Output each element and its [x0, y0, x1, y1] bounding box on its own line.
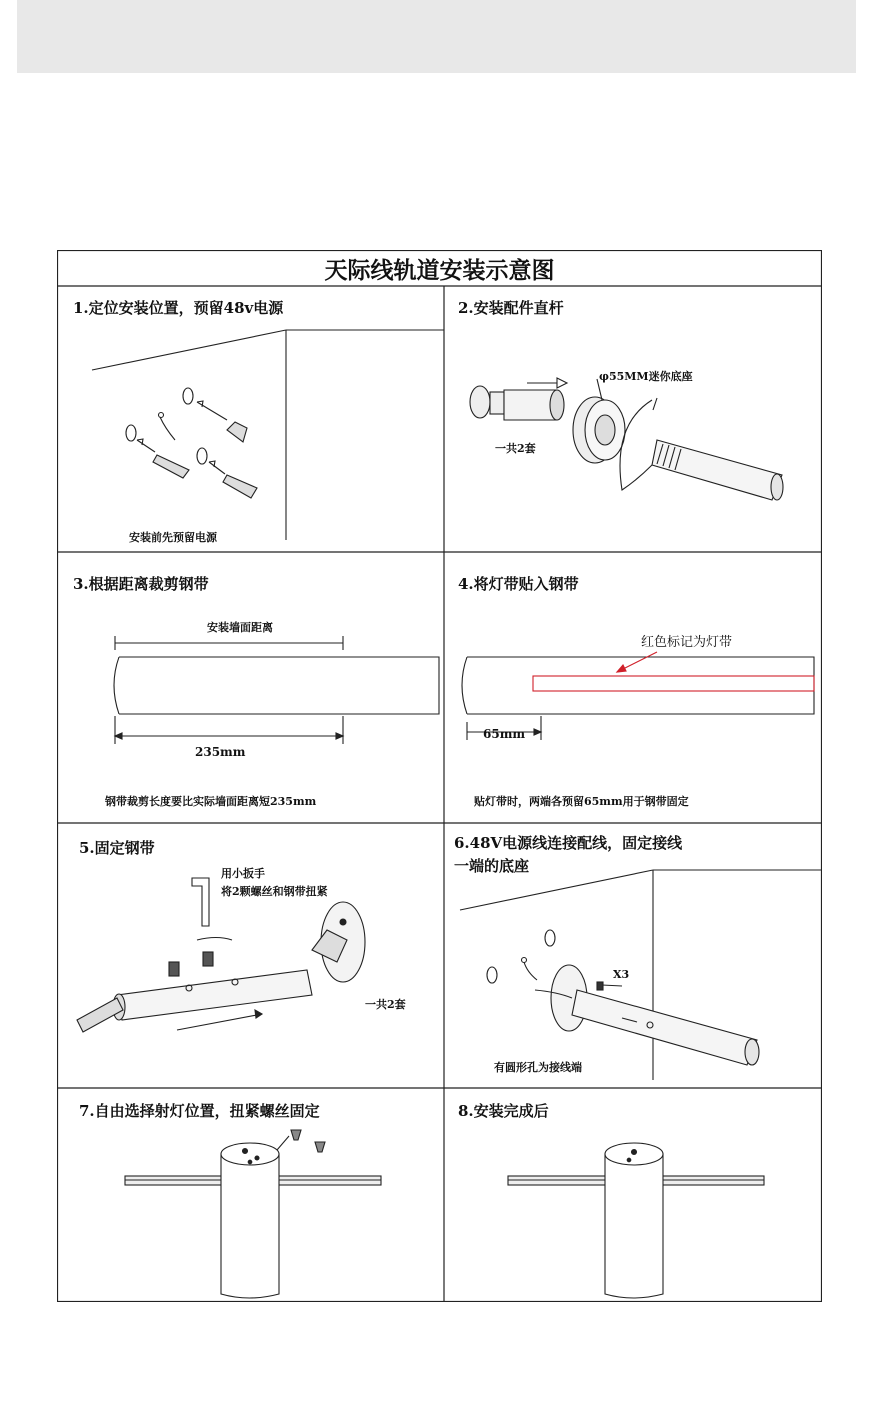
- step3-dimension: 235mm: [195, 745, 246, 759]
- step5-set-count: 一共2套: [365, 998, 406, 1011]
- step2-set-count: 一共2套: [495, 442, 536, 455]
- step5-tool-label: 用小扳手: [221, 867, 265, 880]
- step8-heading: 8.安装完成后: [458, 1102, 549, 1120]
- step5-tool-instruction: 将2颗螺丝和钢带扭紧: [221, 885, 328, 898]
- panel2-rod-illustration: [470, 378, 783, 500]
- panel8-finished-illustration: [508, 1143, 764, 1298]
- step3-wall-distance-label: 安装墙面距离: [207, 621, 273, 634]
- diagram-drawing: [57, 250, 822, 1302]
- step4-heading: 4.将灯带贴入钢带: [458, 575, 579, 593]
- panel6-wiring-illustration: [460, 870, 822, 1080]
- step1-heading: 1.定位安装位置，预留48v电源: [73, 299, 284, 317]
- step7-heading: 7.自由选择射灯位置，扭紧螺丝固定: [79, 1102, 320, 1120]
- step1-note: 安装前先预留电源: [129, 531, 217, 544]
- panel3-strip-illustration: [114, 636, 439, 744]
- step4-dimension: 65mm: [483, 727, 526, 741]
- panel7-lamp-illustration: [125, 1130, 381, 1298]
- step3-heading: 3.根据距离裁剪钢带: [73, 575, 209, 593]
- led-strip-red-mark: [533, 676, 814, 691]
- step4-note: 贴灯带时，两端各预留65mm用于钢带固定: [474, 795, 689, 808]
- diagram-title: 天际线轨道安装示意图: [324, 258, 555, 284]
- step4-red-mark-label: 红色标记为灯带: [641, 635, 733, 650]
- step6-screw-count: X3: [613, 968, 630, 981]
- step3-note: 钢带裁剪长度要比实际墙面距离短235mm: [105, 795, 317, 808]
- panel1-wall-illustration: [92, 330, 444, 540]
- step6-heading-line1: 6.48V电源线连接配线，固定接线: [454, 834, 683, 852]
- installation-diagram: [57, 250, 822, 1302]
- step6-note: 有圆形孔为接线端: [494, 1061, 582, 1074]
- step2-heading: 2.安装配件直杆: [458, 299, 564, 317]
- step2-base-label: φ55MM迷你底座: [599, 370, 693, 383]
- step6-heading-line2: 一端的底座: [454, 857, 530, 875]
- top-gray-banner: [17, 0, 856, 73]
- panel5-fix-illustration: [77, 878, 365, 1032]
- step5-heading: 5.固定钢带: [79, 839, 155, 857]
- outer-frame: [58, 251, 822, 1302]
